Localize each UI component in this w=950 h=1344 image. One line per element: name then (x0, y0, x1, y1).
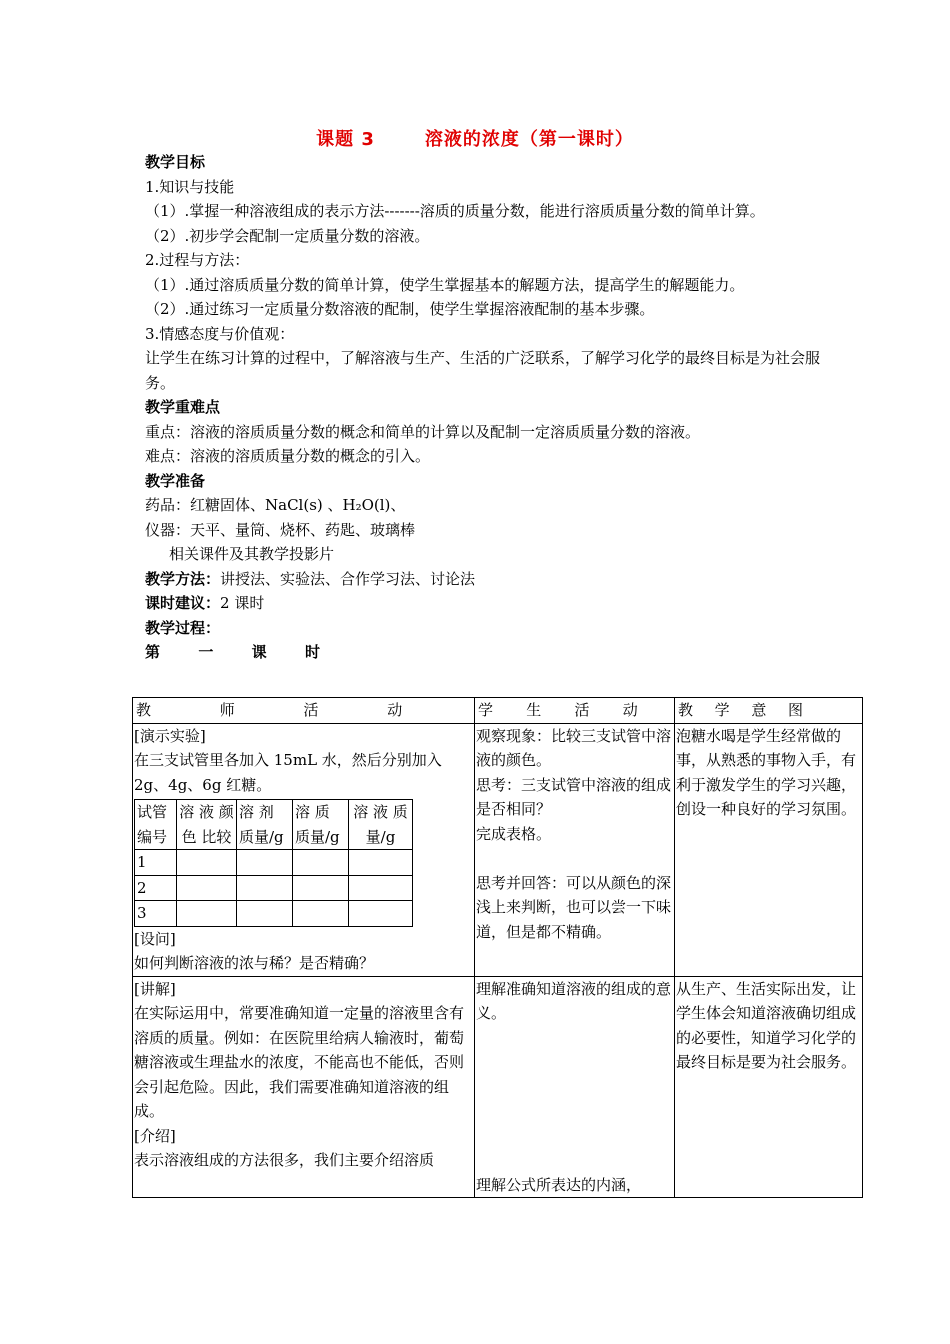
student-text: 思考并回答：可以从颜色的深浅上来判断，也可以尝一下味道，但是都不精确。 (476, 873, 672, 941)
observation-header: 试管编号 (135, 800, 177, 850)
teaching-intent-1 (675, 723, 863, 976)
header-char: 师 (219, 701, 235, 719)
header-char: 学 (478, 701, 494, 719)
hours-line (145, 591, 825, 616)
header-char: 生 (526, 701, 542, 719)
method-line (145, 567, 825, 592)
table-header-row (133, 698, 863, 724)
period-char: 课 (251, 643, 267, 661)
student-text: 思考：三支试管中溶液的组成是否相同？ (476, 775, 672, 818)
table-row (133, 723, 863, 976)
period-char: 第 (145, 643, 161, 661)
header-char: 学 (714, 701, 730, 719)
header-char: 图 (787, 701, 803, 719)
header-char: 意 (751, 701, 767, 719)
method-label: 教学方法： (145, 569, 221, 588)
objective-1-item-1: （1）.掌握一种溶液组成的表示方法-------溶质的质量分数，能进行溶质质量分数的简单计算。 (145, 202, 765, 220)
header-char: 动 (622, 701, 638, 719)
header-char: 动 (387, 701, 403, 719)
tube-number: 2 (135, 875, 177, 901)
objective-section-1-title: 1.知识与技能 (145, 177, 235, 196)
observation-header: 溶 液 颜 色 比较 (177, 800, 237, 850)
objective-section-2-title: 2.过程与方法： (145, 251, 250, 269)
observation-table (134, 799, 413, 927)
lesson-number: 课题 3 (316, 129, 375, 150)
lesson-plan-body (145, 150, 825, 665)
prep-courseware: 相关课件及其教学投影片 (169, 545, 335, 563)
header-student (475, 698, 675, 724)
key-point: 重点：溶液的溶质质量分数的概念和简单的计算以及配制一定溶质质量分数的溶液。 (145, 422, 701, 441)
process-table (132, 697, 863, 1198)
student-activity-1 (475, 723, 675, 976)
intro-label: [介绍] (134, 1126, 176, 1145)
hours-label: 课时建议： (145, 594, 221, 612)
header-char: 活 (303, 701, 319, 719)
observation-header: 溶 液 质量/g (349, 800, 413, 850)
lesson-title (0, 125, 950, 151)
student-text: 观察现象：比较三支试管中溶液的颜色。 (476, 726, 672, 769)
header-char: 教 (678, 701, 694, 719)
student-activity-2 (475, 976, 675, 1198)
prep-instruments: 仪器：天平、量筒、烧杯、药匙、玻璃棒 (145, 520, 416, 539)
intro-text: 表示溶液组成的方法很多，我们主要介绍溶质 (134, 1151, 435, 1169)
explain-text: 在实际运用中，常要准确知道一定量的溶液里含有溶质的质量。例如：在医院里给病人输液时，葡萄糖溶液或生理盐水的浓度，不能高也不能低，否则会引起危险。因此，我们需要准确知道溶液的组成。 (134, 1004, 465, 1120)
objective-3-text: 让学生在练习计算的过程中，了解溶液与生产、生活的广泛联系，了解学习化学的最终目标是为社会服务。 (145, 349, 821, 392)
difficulty-heading: 教学重难点 (145, 398, 221, 416)
observation-row (135, 901, 413, 927)
objective-1-item-2: （2）.初步学会配制一定质量分数的溶液。 (145, 226, 430, 245)
period-heading (145, 640, 320, 665)
header-intent (675, 698, 863, 724)
observation-header-row (135, 800, 413, 850)
period-char: 时 (304, 643, 320, 661)
observation-row (135, 850, 413, 876)
question-label: [设问] (134, 929, 176, 948)
intent-text: 从生产、生活实际出发，让学生体会知道溶液确切组成的必要性，知道学习化学的最终目标是要为社会服务。 (676, 979, 857, 1071)
header-teacher (133, 698, 475, 724)
question-text: 如何判断溶液的浓与稀？是否精确？ (134, 954, 375, 972)
prep-heading: 教学准备 (145, 471, 206, 490)
demo-text: 在三支试管里各加入 15mL 水，然后分别加入 2g、4g、6g 红糖。 (134, 751, 442, 794)
table-row (133, 976, 863, 1198)
header-char: 教 (136, 701, 152, 719)
tube-number: 1 (135, 850, 177, 876)
lesson-name: 溶液的浓度（第一课时） (424, 129, 634, 150)
objective-2-item-1: （1）.通过溶质质量分数的简单计算，使学生掌握基本的解题方法，提高学生的解题能力。 (145, 275, 745, 294)
teacher-activity-2 (133, 976, 475, 1198)
demo-label: [演示实验] (134, 726, 206, 745)
observation-header: 溶 剂 质量/g (237, 800, 293, 850)
prep-drugs: 药品：红糖固体、NaCl(s) 、H₂O(l)、 (145, 496, 406, 514)
header-char: 活 (574, 701, 590, 719)
objective-2-item-2: （2）.通过练习一定质量分数溶液的配制，使学生掌握溶液配制的基本步骤。 (145, 300, 655, 318)
student-text: 完成表格。 (476, 824, 552, 843)
period-char: 一 (198, 643, 214, 661)
student-text: 理解公式所表达的内涵， (476, 1175, 642, 1194)
student-text: 理解准确知道溶液的组成的意义。 (476, 979, 672, 1022)
hours-value: 2 课时 (220, 594, 265, 612)
observation-row (135, 875, 413, 901)
tube-number: 3 (135, 901, 177, 927)
process-label: 教学过程： (145, 618, 221, 637)
objective-section-3-title: 3.情感态度与价值观： (145, 324, 295, 343)
objectives-heading: 教学目标 (145, 153, 206, 171)
intent-text: 泡糖水喝是学生经常做的事，从熟悉的事物入手，有利于激发学生的学习兴趣，创设一种良好的学习氛围。 (676, 726, 857, 818)
method-value: 讲授法、实验法、合作学习法、讨论法 (220, 569, 476, 588)
teaching-intent-2 (675, 976, 863, 1198)
teacher-activity-1 (133, 723, 475, 976)
observation-header: 溶 质 质量/g (293, 800, 349, 850)
hard-point: 难点：溶液的溶质质量分数的概念的引入。 (145, 447, 431, 465)
explain-label: [讲解] (134, 979, 176, 998)
